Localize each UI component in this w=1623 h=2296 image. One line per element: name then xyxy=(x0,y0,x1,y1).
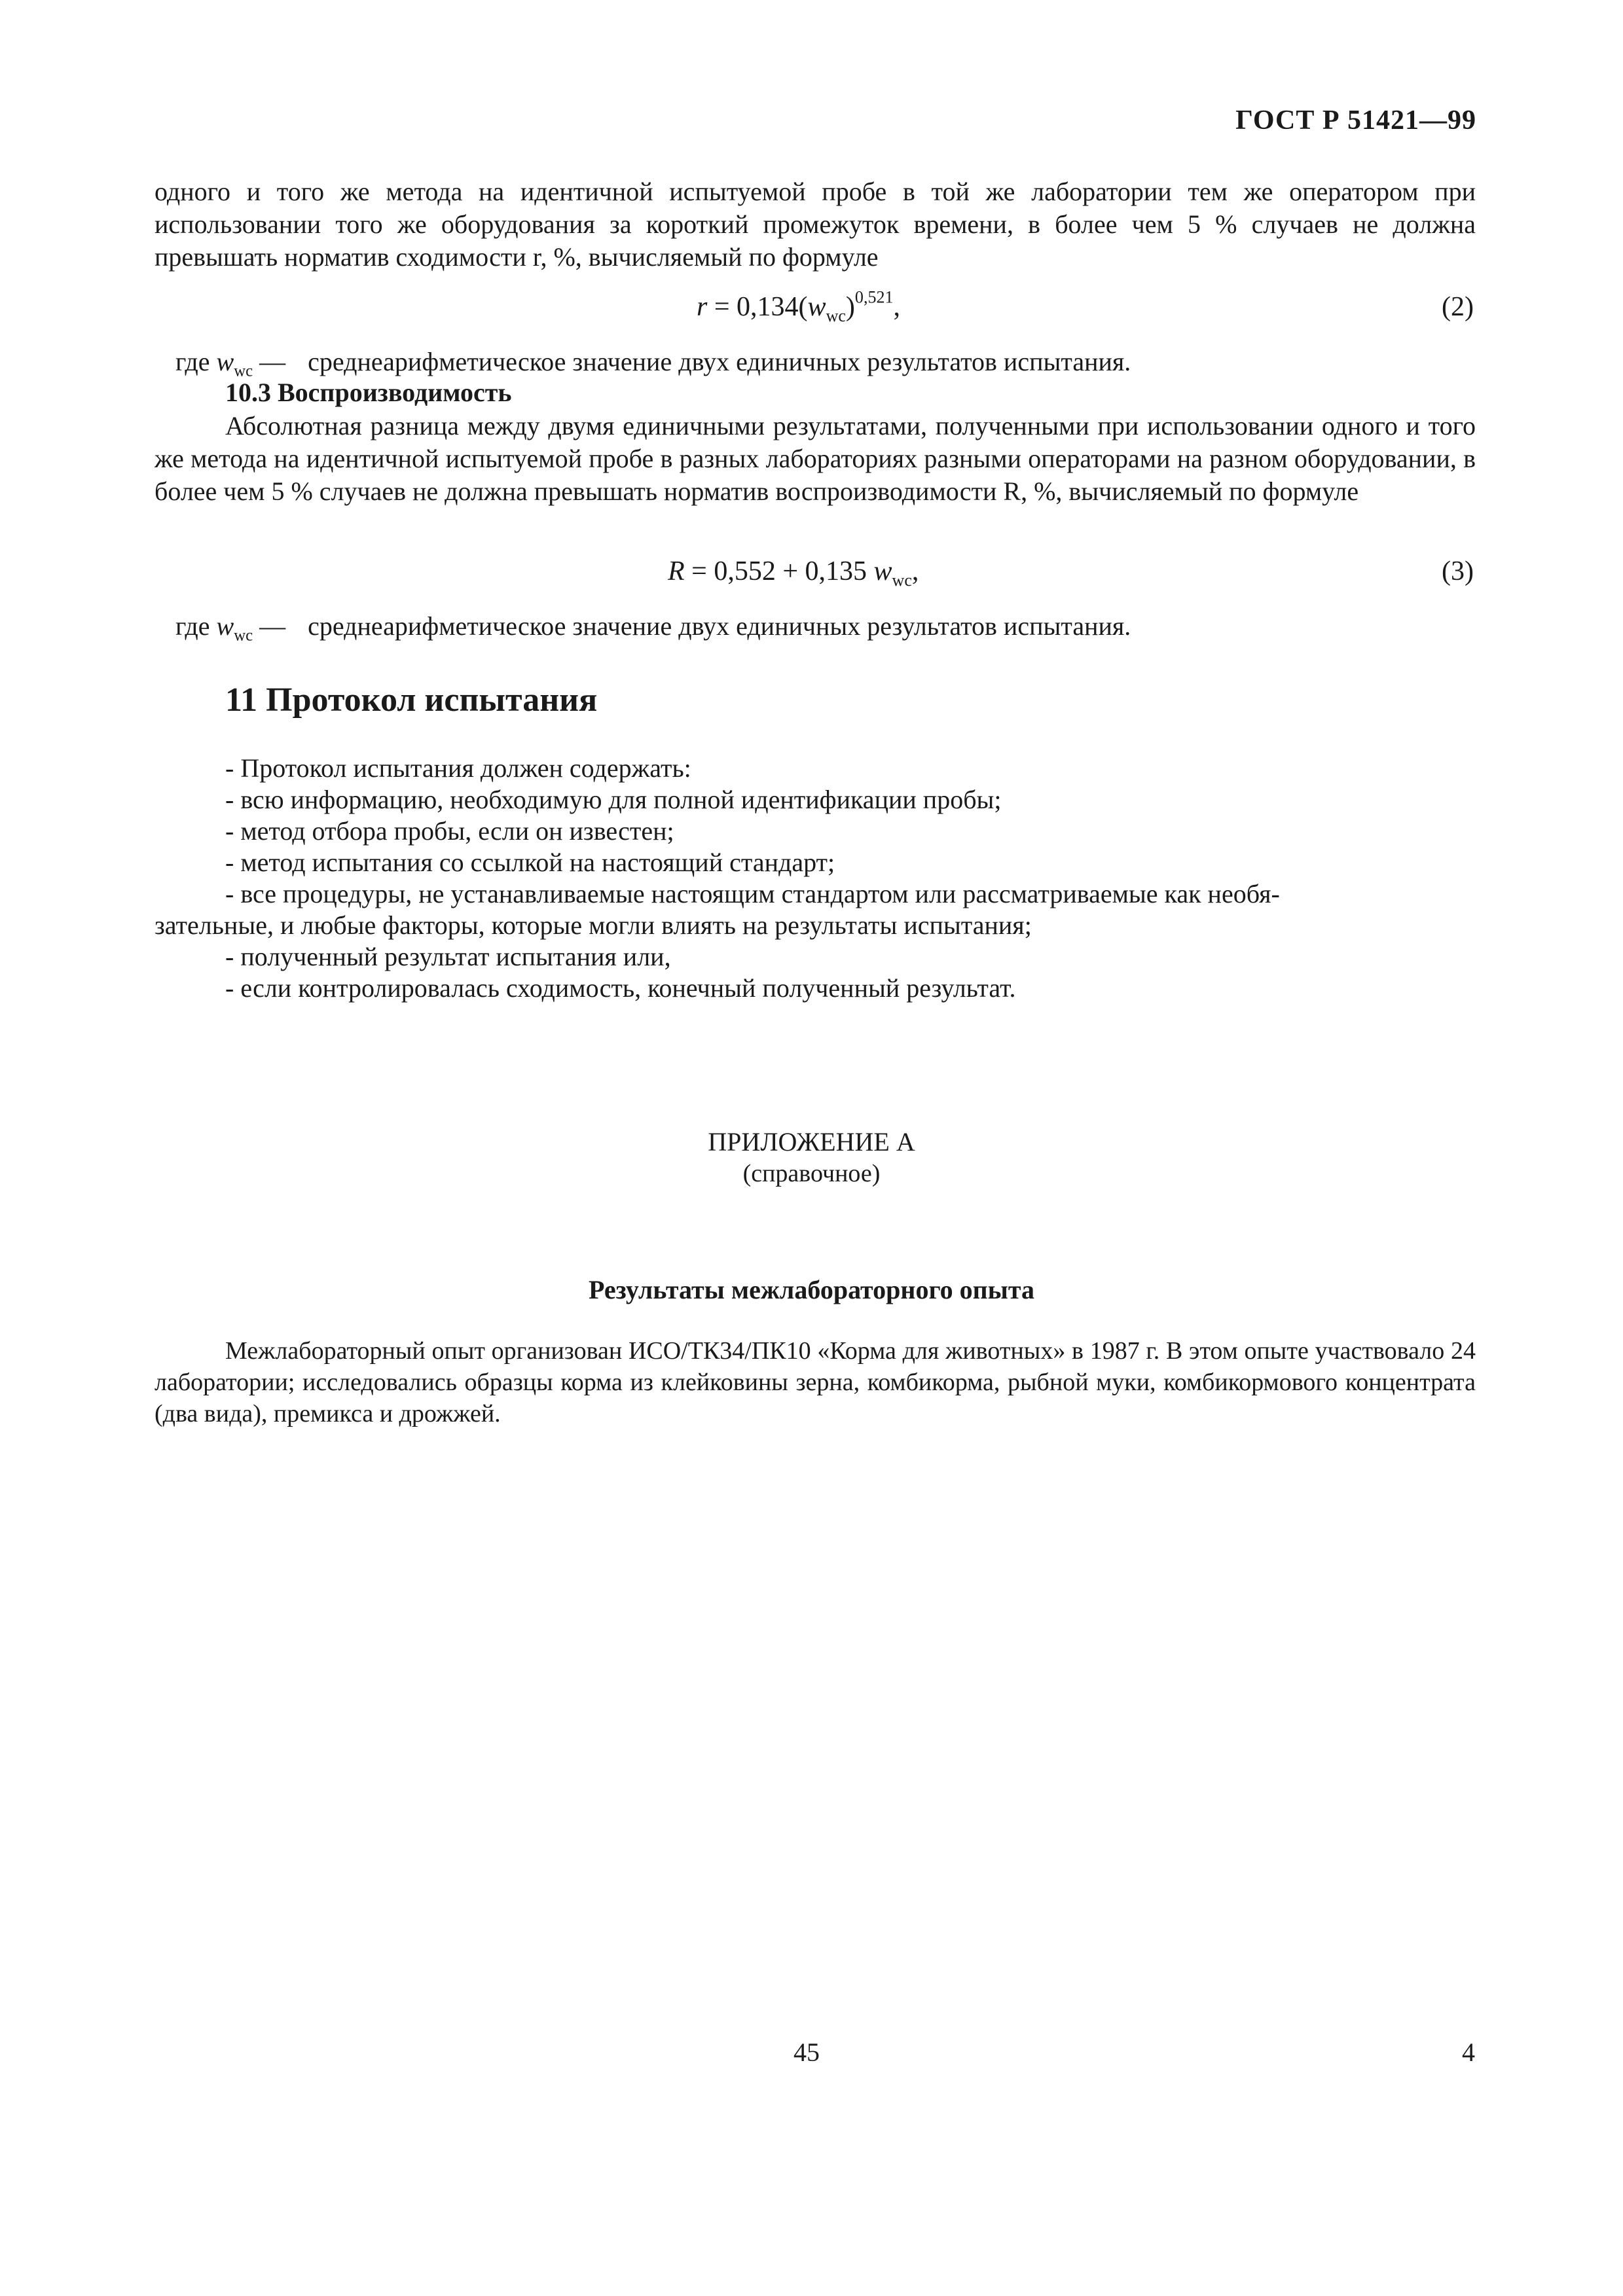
protocol-list xyxy=(155,753,1484,1004)
appendix-title: ПРИЛОЖЕНИЕ А xyxy=(708,1127,915,1157)
where-clause-1 xyxy=(175,346,1131,378)
equation-number-2: (2) xyxy=(1442,292,1474,322)
list-item: - метод испытания со ссылкой на настоящий стандарт; xyxy=(225,848,835,877)
list-item: - все процедуры, не устанавливаемые настоящим стандартом или рассматриваемые как необя- xyxy=(225,879,1280,908)
list-item: - метод отбора пробы, если он известен; xyxy=(225,816,674,846)
where-text: среднеарифметическое значение двух единичных результатов испытания. xyxy=(308,611,1131,641)
where-var: w xyxy=(216,347,234,376)
page-number-right: 4 xyxy=(1462,2037,1475,2067)
formula-2-var: w xyxy=(807,292,826,322)
where-clause-2 xyxy=(175,610,1131,643)
appendix-subtitle: (справочное) xyxy=(742,1160,881,1187)
document-code: ГОСТ Р 51421—99 xyxy=(1235,105,1476,135)
formula-3-sub: wc xyxy=(892,571,912,590)
formula-3-tail: , xyxy=(911,556,919,586)
formula-2-tail: , xyxy=(893,292,900,322)
where-text: среднеарифметическое значение двух единичных результатов испытания. xyxy=(308,347,1131,376)
where-sub: wc xyxy=(234,362,253,380)
repeatability-paragraph: одного и того же метода на идентичной испытуемой пробе в той же лаборатории тем же оператором при использовании того же оборудования за короткий промежуток времени, в более чем 5 % случаев не должна превышать норматив сходимости r, %, вычисляемый по формуле xyxy=(155,177,1476,272)
formula-2-exp: 0,521 xyxy=(854,287,894,307)
where-var: w xyxy=(216,611,234,641)
formula-2-sub: wc xyxy=(826,306,846,326)
list-item: - Протокол испытания должен содержать: xyxy=(225,753,691,783)
list-item: - полученный результат испытания или, xyxy=(225,942,671,971)
list-item: - всю информацию, необходимую для полной идентификации пробы; xyxy=(225,785,1002,814)
formula-2-lhs: r xyxy=(697,292,708,322)
where-word: где xyxy=(175,611,210,641)
formula-2-coef: = 0,134( xyxy=(707,292,808,322)
where-sub: wc xyxy=(234,626,253,645)
section-10-3-title: 10.3 Воспроизводимость xyxy=(225,378,512,407)
where-word: где xyxy=(175,347,210,376)
formula-2 xyxy=(697,287,900,326)
page-number-center: 45 xyxy=(793,2037,820,2067)
equation-number-3: (3) xyxy=(1442,556,1474,586)
list-item-continuation: зательные, и любые факторы, которые могли влиять на результаты испытания; xyxy=(155,910,1032,940)
list-item: - если контролировалась сходимость, конечный полученный результат. xyxy=(225,973,1016,1003)
appendix-heading: Результаты межлабораторного опыта xyxy=(588,1275,1035,1304)
where-dash: — xyxy=(253,611,286,641)
formula-3-var: w xyxy=(873,556,892,586)
formula-3 xyxy=(668,555,919,588)
reproducibility-paragraph: Абсолютная разница между двумя единичными результатами, полученными при использовании одного и того же метода на идентичной испытуемой пробе в разных лабораториях разными операторами на разном оборудовании, в более чем 5 % случаев не должна превышать норматив воспроизводимости R, %, вычисляемый по формуле xyxy=(155,411,1476,506)
formula-3-body: = 0,552 + 0,135 xyxy=(684,556,874,586)
where-dash: — xyxy=(253,347,286,376)
section-11-title: 11 Протокол испытания xyxy=(225,681,598,719)
appendix-paragraph: Межлабораторный опыт организован ИСО/ТК34/ПК10 «Корма для животных» в 1987 г. В этом опыте участвовало 24 лаборатории; исследовались образцы корма из клейковины зерна, комбикорма, рыбной муки, комбикормового концентрата (два вида), премикса и дрожжей. xyxy=(155,1337,1476,1427)
formula-3-lhs: R xyxy=(668,556,685,586)
formula-2-close: ) xyxy=(845,292,855,322)
